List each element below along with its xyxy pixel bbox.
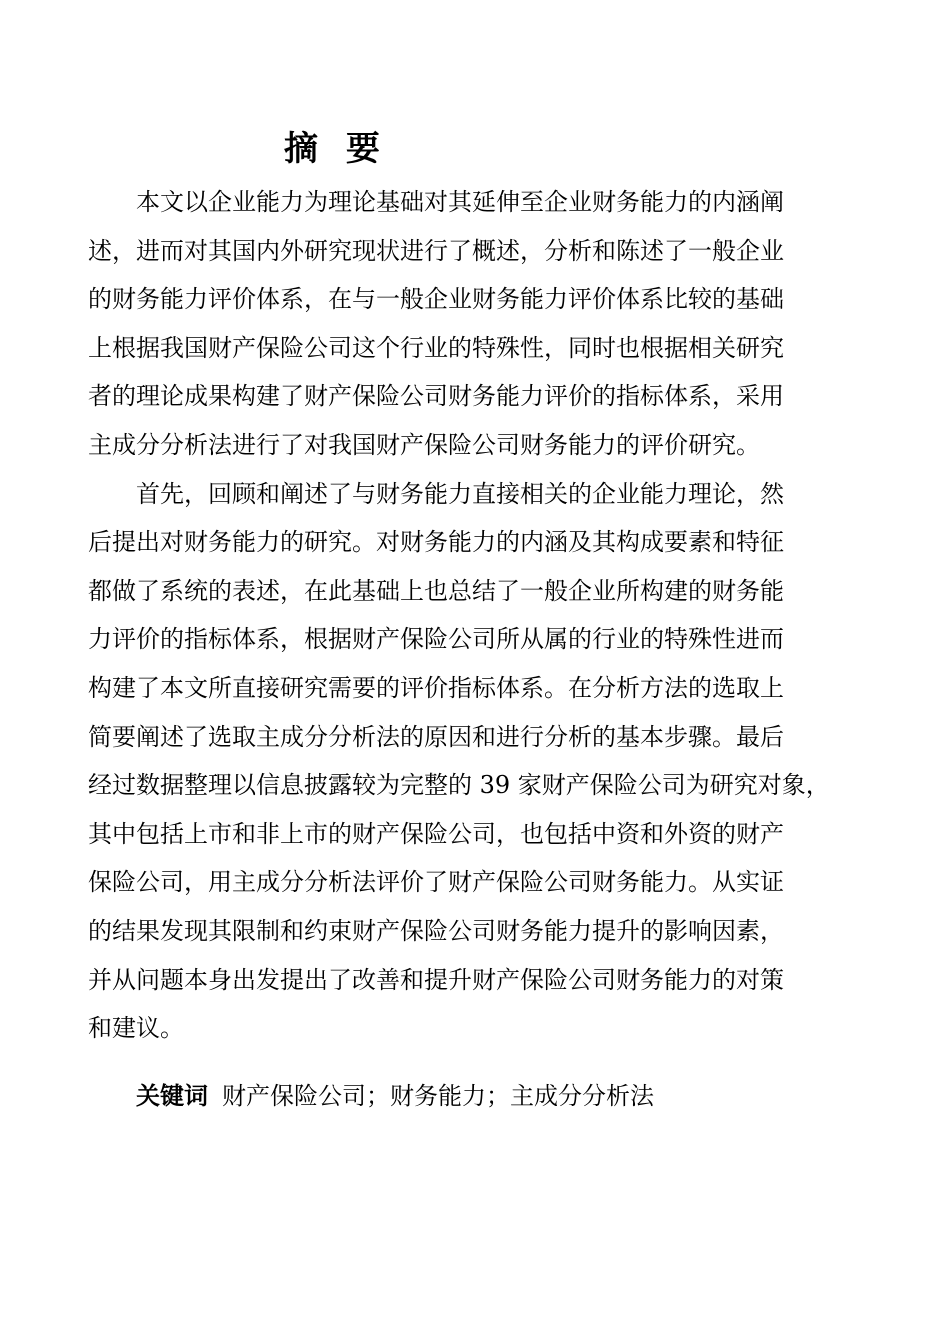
paragraph-2-line: 其中包括上市和非上市的财产保险公司，也包括中资和外资的财产 [88, 819, 784, 848]
keywords-text: 财产保险公司；财务能力；主成分分析法 [222, 1082, 654, 1110]
paragraph-2-line: 构建了本文所直接研究需要的评价指标体系。在分析方法的选取上 [88, 673, 784, 702]
paragraph-2-line: 后提出对财务能力的研究。对财务能力的内涵及其构成要素和特征 [88, 528, 784, 557]
paragraph-2-line: 经过数据整理以信息披露较为完整的 39 家财产保险公司为研究对象， [88, 771, 830, 800]
paragraph-1-line: 的财务能力评价体系，在与一般企业财务能力评价体系比较的基础 [88, 285, 784, 314]
keywords-line [136, 1076, 654, 1116]
paragraph-2-line: 简要阐述了选取主成分分析法的原因和进行分析的基本步骤。最后 [88, 722, 784, 751]
paragraph-1-line: 述，进而对其国内外研究现状进行了概述，分析和陈述了一般企业 [88, 236, 784, 265]
paragraph-1-line: 者的理论成果构建了财产保险公司财务能力评价的指标体系，采用 [88, 382, 784, 411]
paragraph-2-line: 力评价的指标体系，根据财产保险公司所从属的行业的特殊性进而 [88, 625, 784, 654]
paragraph-2-line: 保险公司，用主成分分析法评价了财产保险公司财务能力。从实证 [88, 868, 784, 897]
paragraph-2-line: 并从问题本身出发提出了改善和提升财产保险公司财务能力的对策 [88, 965, 784, 994]
abstract-body [88, 178, 858, 1053]
paragraph-2-line: 和建议。 [88, 1014, 184, 1043]
paragraph-1-line: 主成分分析法进行了对我国财产保险公司财务能力的评价研究。 [88, 430, 760, 459]
paragraph-2-line: 都做了系统的表述，在此基础上也总结了一般企业所构建的财务能 [88, 576, 784, 605]
paragraph-1-line: 上根据我国财产保险公司这个行业的特殊性，同时也根据相关研究 [88, 333, 784, 362]
page-title: 摘 要 [284, 129, 388, 169]
keywords-label: 关键词 [136, 1081, 208, 1110]
paragraph-2-line: 首先，回顾和阐述了与财务能力直接相关的企业能力理论，然 [136, 479, 784, 508]
paragraph-1-line: 本文以企业能力为理论基础对其延伸至企业财务能力的内涵阐 [136, 188, 784, 216]
paragraph-2-line: 的结果发现其限制和约束财产保险公司财务能力提升的影响因素， [88, 916, 784, 945]
